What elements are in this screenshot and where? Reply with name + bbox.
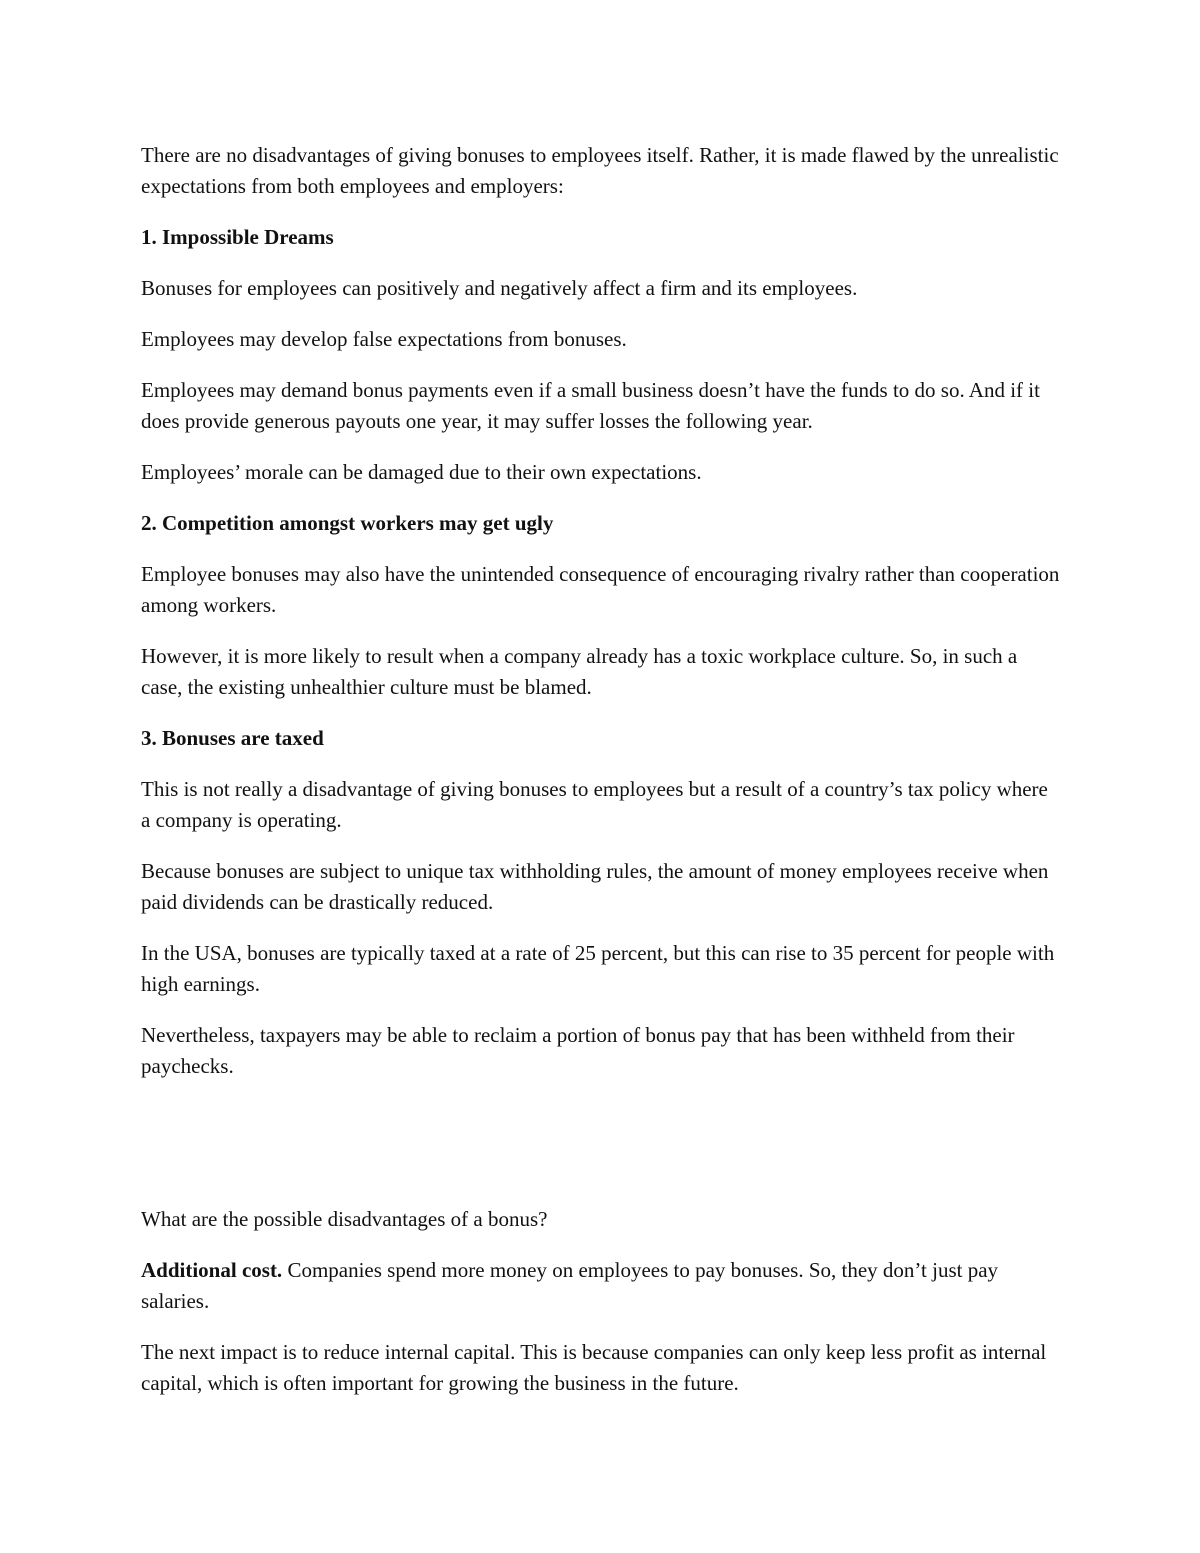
section-heading-taxed: 3. Bonuses are taxed (141, 726, 324, 750)
paragraph: Employees’ morale can be damaged due to their own expectations. (141, 460, 702, 484)
paragraph: This is not really a disadvantage of giving bonuses to employees but a result of a country’s tax policy where a company is operating. (141, 777, 1048, 832)
section-heading-impossible-dreams: 1. Impossible Dreams (141, 225, 334, 249)
paragraph: However, it is more likely to result when a company already has a toxic workplace culture. So, in such a case, the existing unhealthier culture must be blamed. (141, 644, 1018, 699)
document-body (141, 140, 1061, 1419)
closing-paragraph: The next impact is to reduce internal capital. This is because companies can only keep less profit as internal capital, which is often important for growing the business in the future. (141, 1340, 1047, 1395)
paragraph: Employees may develop false expectations from bonuses. (141, 327, 627, 351)
paragraph: Employees may demand bonus payments even if a small business doesn’t have the funds to do so. And if it does provide generous payouts one year, it may suffer losses the following year. (141, 378, 1040, 433)
blank-space (141, 1102, 1061, 1204)
paragraph: In the USA, bonuses are typically taxed at a rate of 25 percent, but this can rise to 35 percent for people with high earnings. (141, 941, 1055, 996)
additional-cost-text: Companies spend more money on employees to pay bonuses. So, they don’t just pay salaries. (141, 1258, 999, 1313)
additional-cost-lead: Additional cost. (141, 1258, 283, 1282)
paragraph: Nevertheless, taxpayers may be able to reclaim a portion of bonus pay that has been withheld from their paychecks. (141, 1023, 1015, 1078)
section-heading-competition: 2. Competition amongst workers may get ugly (141, 511, 554, 535)
paragraph: Bonuses for employees can positively and negatively affect a firm and its employees. (141, 276, 858, 300)
paragraph: Employee bonuses may also have the unintended consequence of encouraging rivalry rather than cooperation among workers. (141, 562, 1060, 617)
intro-paragraph: There are no disadvantages of giving bonuses to employees itself. Rather, it is made flawed by the unrealistic expectations from both employees and employers: (141, 143, 1059, 198)
additional-cost-paragraph (141, 1255, 1061, 1317)
paragraph: Because bonuses are subject to unique tax withholding rules, the amount of money employees receive when paid dividends can be drastically reduced. (141, 859, 1049, 914)
question-paragraph: What are the possible disadvantages of a bonus? (141, 1207, 548, 1231)
